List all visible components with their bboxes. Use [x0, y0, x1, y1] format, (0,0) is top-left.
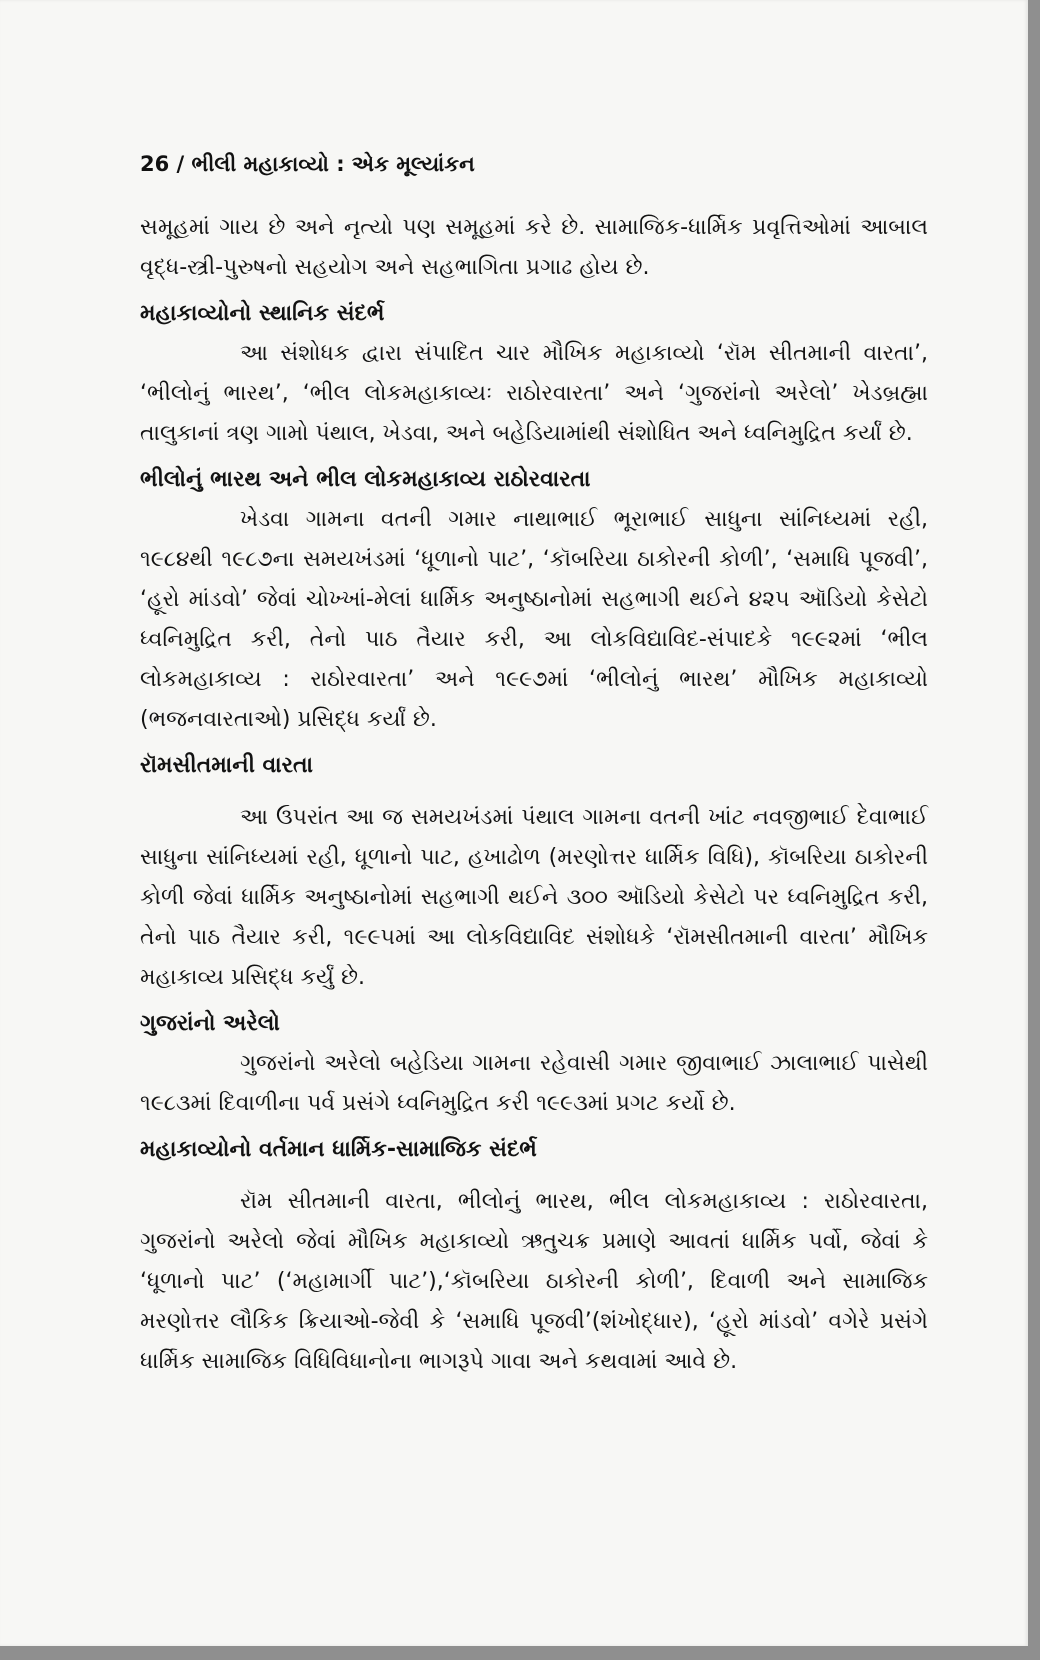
- section-paragraph-current-context: રૉમ સીતમાની વારતા, ભીલોનું ભારથ, ભીલ લોકમહાકાવ્ય : રાઠોરવારતા, ગુજરાંનો અરેલો જેવાં મૌખિક મહાકાવ્યો ઋતુચક્ર પ્રમાણે આવતાં ધાર્મિક પર્વો, જેવાં કે ‘ધૂળાનો પાટ’ (‘મહામાર્ગી પાટ’),‘કૉબરિયા ઠાકોરની કોળી’, દિવાળી અને સામાજિક મરણોત્તર લૌકિક ક્રિયાઓ-જેવી કે ‘સમાધિ પૂજવી’(શંખોદ્ધાર), ‘હૂરો માંડવો’ વગેરે પ્રસંગે ધાર્મિક સામાજિક વિધિવિધાનોના ભાગરૂપે ગાવા અને કથવામાં આવે છે.: [140, 1189, 928, 1374]
- intro-paragraph: સમૂહમાં ગાય છે અને નૃત્યો પણ સમૂહમાં કરે છે. સામાજિક-ધાર્મિક પ્રવૃત્તિઓમાં આબાલ વૃદ્ધ-સ્ત્રી-પુરુષનો સહયોગ અને સહભાગિતા પ્રગાઢ હોય છે.: [140, 215, 928, 280]
- section-paragraph-bharath-rathorvarta: ખેડવા ગામના વતની ગમાર નાથાભાઈ ભૂરાભાઈ સાધુના સાંનિધ્યમાં રહી, ૧૯૮૪થી ૧૯૮૭ના સમયખંડમાં ‘ધૂળાનો પાટ’, ‘કૉબરિયા ઠાકોરની કોળી’, ‘સમાધિ પૂજવી’, ‘હૂરો માંડવો’ જેવાં ચોખ્ખાં-મેલાં ધાર્મિક અનુષ્ઠાનોમાં સહભાગી થઈને ૪૨૫ ઑડિયો કેસેટો ધ્વનિમુદ્રિત કરી, તેનો પાઠ તૈયાર કરી, આ લોકવિદ્યાવિદ-સંપાદકે ૧૯૯૨માં ‘ભીલ લોકમહાકાવ્ય : રાઠોરવારતા’ અને ૧૯૯૭માં ‘ભીલોનું ભારથ’ મૌખિક મહાકાવ્યો (ભજનવારતાઓ) પ્રસિદ્ધ કર્યાં છે.: [140, 507, 928, 732]
- section-paragraph-local-context: આ સંશોધક દ્વારા સંપાદિત ચાર મૌખિક મહાકાવ્યો ‘રૉમ સીતમાની વારતા’, ‘ભીલોનું ભારથ’, ‘ભીલ લોકમહાકાવ્યઃ રાઠોરવારતા’ અને ‘ગુજરાંનો અરેલો’ ખેડબ્રહ્મા તાલુકાનાં ત્રણ ગામો પંથાલ, ખેડવા, અને બહેડિયામાંથી સંશોધિત અને ધ્વનિમુદ્રિત કર્યાં છે.: [140, 341, 928, 446]
- section-heading-current-context: મહાકાવ્યોનો વર્તમાન ધાર્મિક-સામાજિક સંદર્ભ: [140, 1137, 537, 1162]
- page-body: [140, 208, 928, 1382]
- section-heading-gujrano-arelo: ગુજરાંનો અરેલો: [140, 1011, 280, 1036]
- section-heading-romsitmani-varta: રૉમસીતમાની વારતા: [140, 753, 313, 778]
- running-head: 26 / ભીલી મહાકાવ્યો : એક મૂલ્યાંકન: [140, 152, 475, 176]
- section-paragraph-romsitmani-varta: આ ઉપરાંત આ જ સમયખંડમાં પંથાલ ગામના વતની ખાંટ નવજીભાઈ દેવાભાઈ સાધુના સાંનિધ્યમાં રહી, ધૂળાનો પાટ, હખાઢોળ (મરણોત્તર ધાર્મિક વિધિ), કૉબરિયા ઠાકોરની કોળી જેવાં ધાર્મિક અનુષ્ઠાનોમાં સહભાગી થઈને ૩૦૦ ઑડિયો કેસેટો પર ધ્વનિમુદ્રિત કરી, તેનો પાઠ તૈયાર કરી, ૧૯૯૫માં આ લોકવિદ્યાવિદ સંશોધકે ‘રૉમસીતમાની વારતા’ મૌખિક મહાકાવ્ય પ્રસિદ્ધ કર્યું છે.: [140, 805, 928, 990]
- section-heading-local-context: મહાકાવ્યોનો સ્થાનિક સંદર્ભ: [140, 301, 385, 326]
- section-heading-bharath-rathorvarta: ભીલોનું ભારથ અને ભીલ લોકમહાકાવ્ય રાઠોરવારતા: [140, 467, 591, 492]
- section-paragraph-gujrano-arelo: ગુજરાંનો અરેલો બહેડિયા ગામના રહેવાસી ગમાર જીવાભાઈ ઝાલાભાઈ પાસેથી ૧૯૮૩માં દિવાળીના પર્વ પ્રસંગે ધ્વનિમુદ્રિત કરી ૧૯૯૩માં પ્રગટ કર્યો છે.: [140, 1051, 928, 1116]
